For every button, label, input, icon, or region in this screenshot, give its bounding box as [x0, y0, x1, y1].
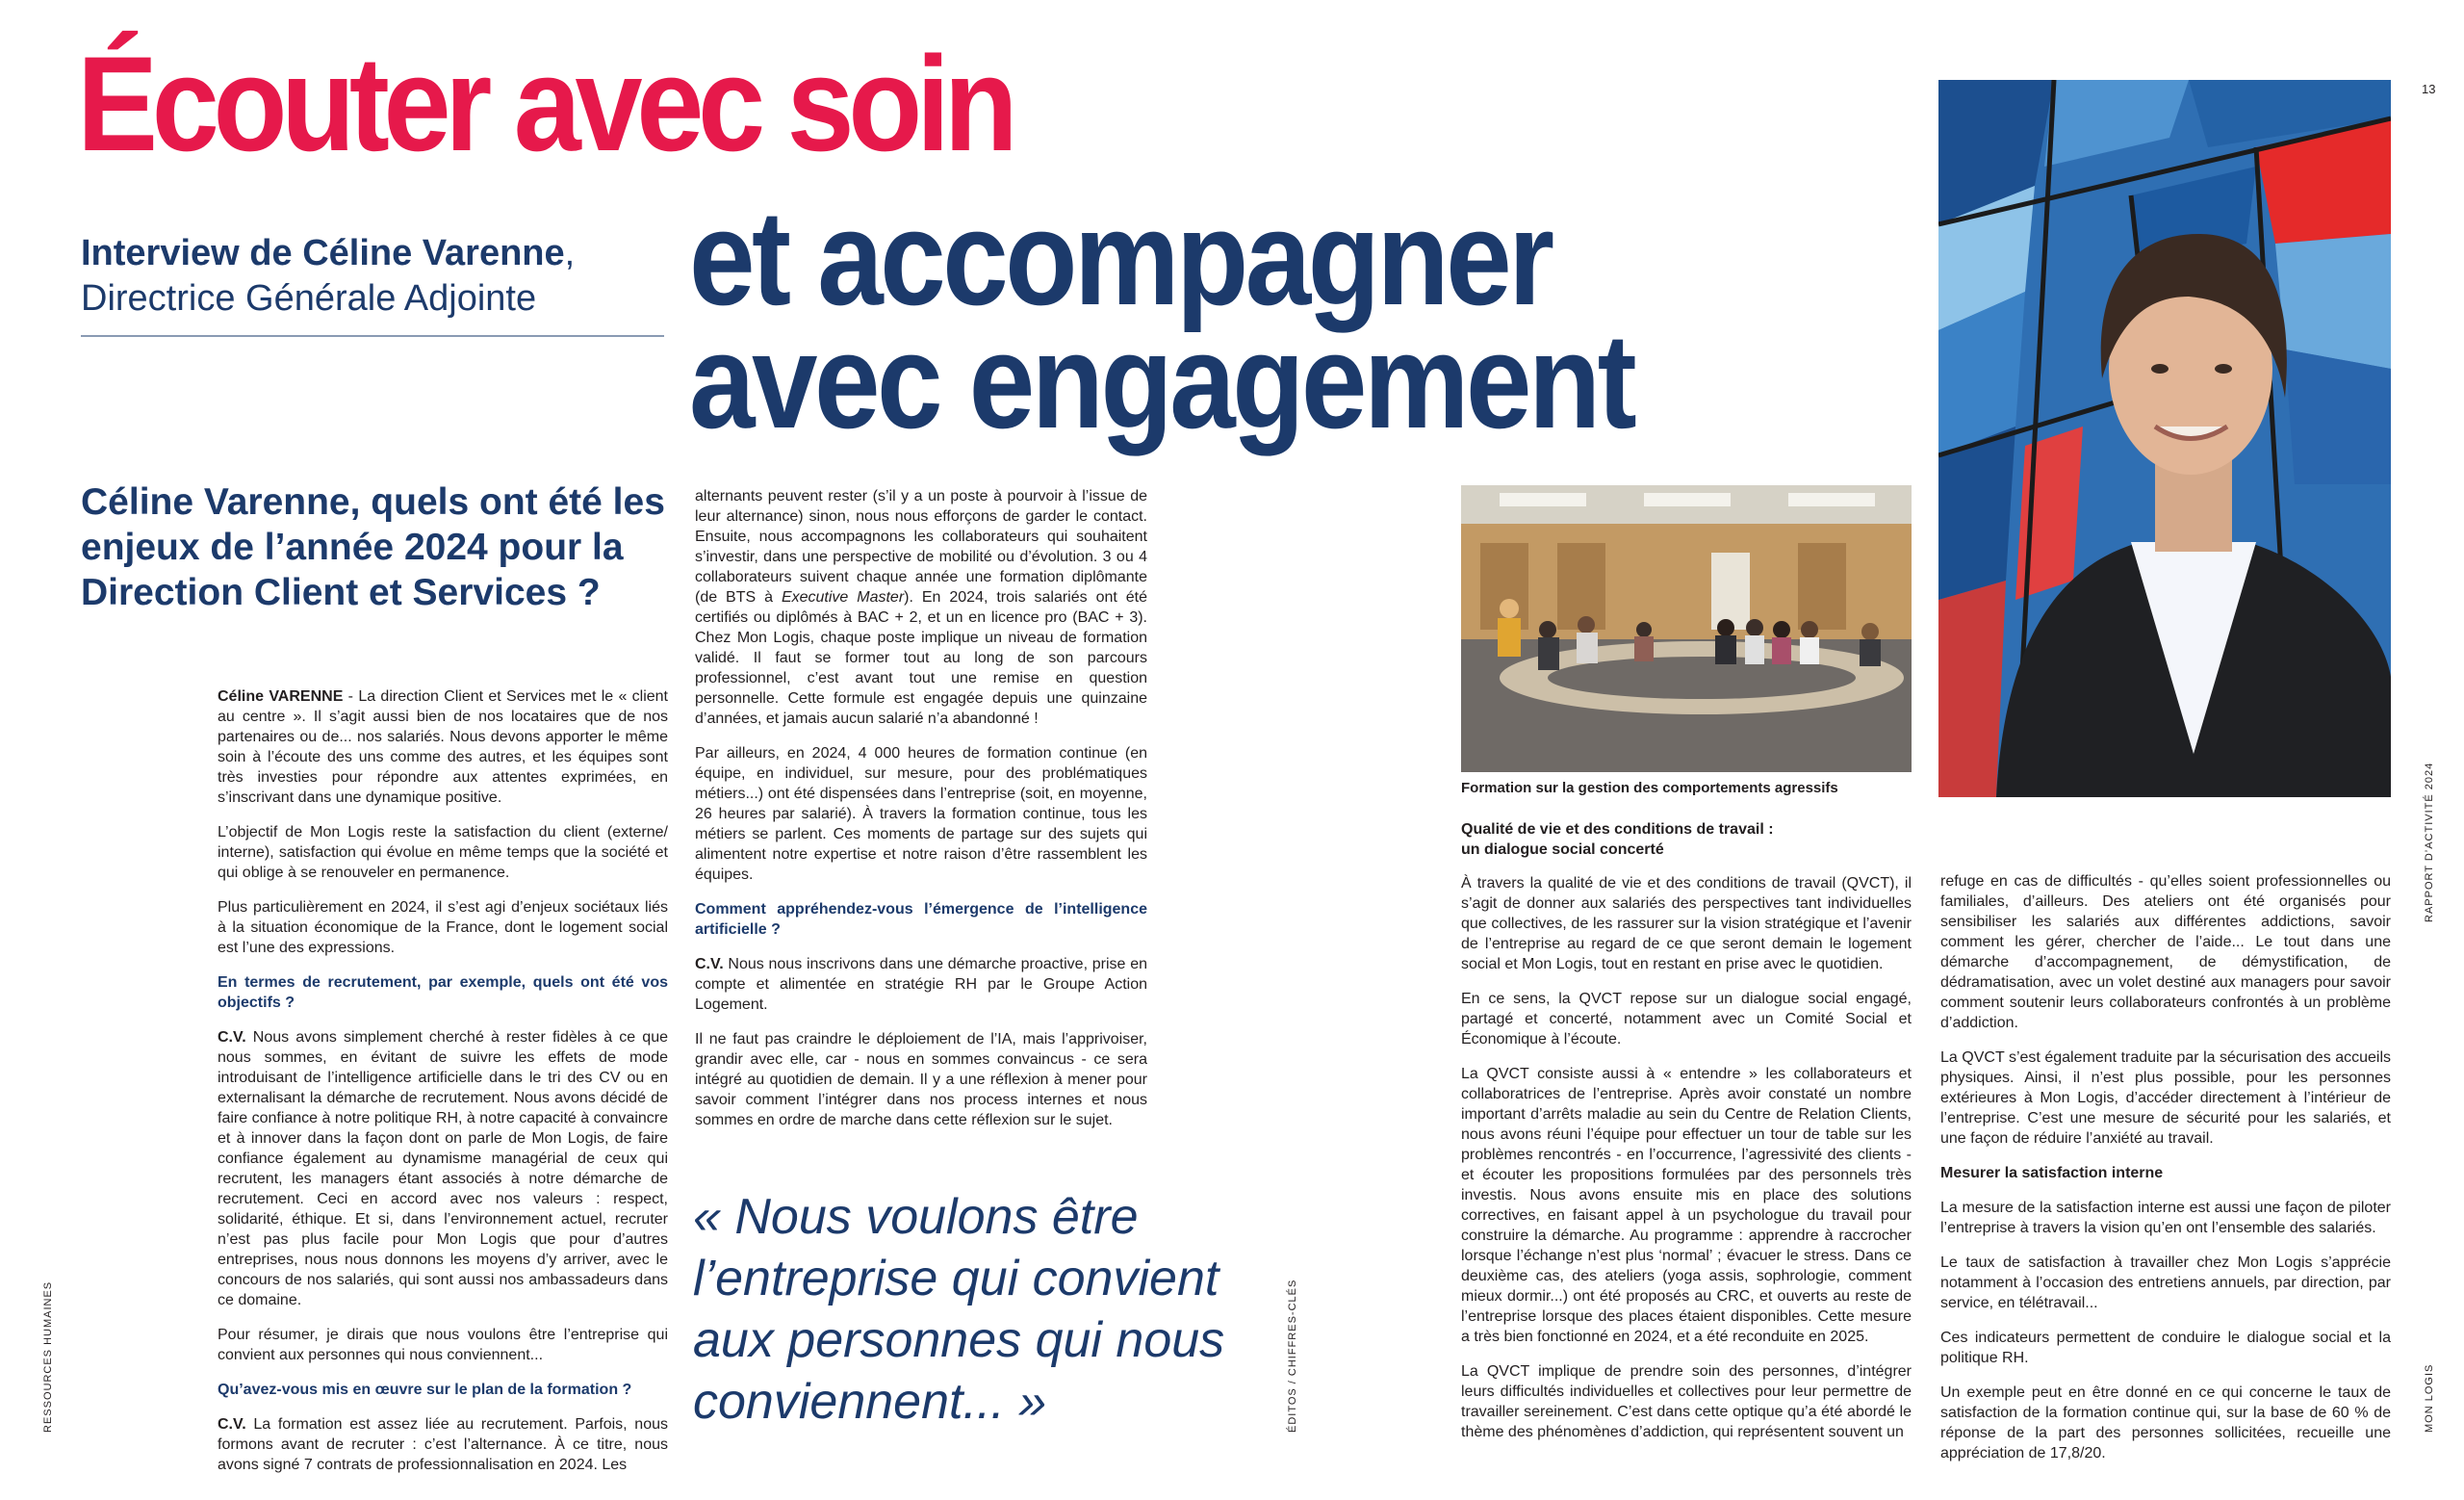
section-heading-line: un dialogue social concerté [1461, 841, 1664, 858]
paragraph: En ce sens, la QVCT repose sur un dialogue social engagé, partagé et concerté, notamment avec un Comité Social et Économique à l’écoute. [1461, 991, 1912, 1047]
paragraph-text: ). En 2024, trois salariés ont été certifiés ou diplômés à BAC + 2, et un en licence pro (BAC + 3). Chez Mon Logis, chaque poste implique un niveau de formation validé. Il faut se former tout au long de son parcours professionnel, c’est avant tout une remise en question personnelle. Cette formule est engagée depuis une quinzaine d’années, et jamais aucun salarié n’a abandonné ! [695, 589, 1147, 727]
paragraph: À travers la qualité de vie et des conditions de travail (QVCT), il s’agit de donner aux salariés des perspectives tant individuelles que collectives, de les rassurer sur la vision stratégique et l’avenir de l’entreprise au regard de ce que seront demain le logement social et Mon Logis, tout en restant en prise avec le quotidien. [1461, 875, 1912, 972]
speaker-initials: C.V. [695, 956, 724, 972]
paragraph: Ces indicateurs permettent de conduire le dialogue social et la politique RH. [1940, 1330, 2391, 1366]
interview-question: Comment appréhendez-vous l’émergence de l’intelligence artificielle ? [695, 901, 1147, 938]
section-heading-line: Qualité de vie et des conditions de travail : [1461, 821, 1774, 838]
side-label-left: RESSOURCES HUMAINES [42, 1280, 54, 1433]
paragraph: Le taux de satisfaction à travailler chez Mon Logis s’apprécie notamment à l’occasion des entretiens annuels, par direction, par service, en télétravail... [1940, 1254, 2391, 1311]
speaker-name: Céline VARENNE [218, 688, 344, 705]
paragraph-text: alternants peuvent rester (s’il y a un poste à pourvoir à l’issue de leur alternance) sinon, nous nous efforçons de garder le contact. Ensuite, nous accompagnons les collaborateurs qui souhaitent s’investir, dans une perspective de mobilité ou d’évolution. 3 ou 4 collaborateurs suivent chaque année une formation diplômante (de BTS à [695, 488, 1147, 606]
paragraph: Par ailleurs, en 2024, 4 000 heures de formation continue (en équipe, en individuel, sur mesure, pour des problématiques métiers...) ont été dispensées dans l’entreprise (soit, en moyenne, 26 heures par salarié). À travers la formation continue, tous les métiers se parlent. Ces moments de partage sur des sujets qui alimentent notre expertise et notre raison d’être rassemblent les équipes. [695, 745, 1147, 883]
interview-question: Qu’avez-vous mis en œuvre sur le plan de la formation ? [218, 1382, 632, 1398]
page-number: 13 [2422, 82, 2436, 96]
title-line-2: et accompagner [689, 182, 1552, 333]
article-column-1 [218, 686, 668, 1489]
paragraph: La QVCT implique de prendre soin des personnes, d’intégrer leurs difficultés individuelles et collectives pour leur permettre de travailler sereinement. C’est dans cette optique qu’a été abordé le thème des phénomènes d’addiction, qui représentent souvent un [1461, 1363, 1912, 1440]
side-label-right-bottom: MON LOGIS [2424, 1363, 2435, 1433]
paragraph: L’objectif de Mon Logis reste la satisfaction du client (externe/ interne), satisfaction qui évolue en même temps que la société et qui oblige à se renouveler en permanence. [218, 824, 668, 881]
paragraph [218, 686, 668, 808]
paragraph: Pour résumer, je dirais que nous voulons être l’entreprise qui convient aux personnes qui nous conviennent... [218, 1327, 668, 1363]
title-line-3: avec engagement [689, 305, 1634, 456]
meeting-photo [1461, 485, 1912, 772]
byline-comma: , [564, 233, 576, 273]
section-heading: Mesurer la satisfaction interne [1940, 1165, 2164, 1181]
question-heading: Céline Varenne, quels ont été les enjeux de l’année 2024 pour la Direction Client et Services ? [81, 481, 665, 613]
section-heading [1461, 819, 1912, 860]
emphasis: Executive Master [781, 589, 905, 606]
paragraph: La QVCT s’est également traduite par la sécurisation des accueils physiques. Ainsi, il n’est plus possible, pour les personnes extérieures à Mon Logis, d’accéder directement à l’intérieur de l’entreprise. C’est une mesure de sécurité pour les salariés, et une façon de réduire l’anxiété au travail. [1940, 1049, 2391, 1147]
pull-quote: « Nous voulons être l’entreprise qui convient aux personnes qui nous conviennent... » [693, 1189, 1225, 1430]
article-column-2 [695, 486, 1147, 1145]
paragraph: Plus particulièrement en 2024, il s’est agi d’enjeux sociétaux liés à la situation économique de la France, dont le logement social est l’une des expressions. [218, 899, 668, 956]
paragraph [218, 1027, 668, 1310]
article-column-4 [1940, 871, 2391, 1478]
byline-divider [81, 335, 664, 337]
paragraph [695, 954, 1147, 1015]
speaker-initials: C.V. [218, 1029, 246, 1046]
photo-caption: Formation sur la gestion des comportements agressifs [1461, 780, 1838, 796]
paragraph: Un exemple peut en être donné en ce qui concerne le taux de satisfaction de la formation continue qui, sur la base de 60 % de réponse de la part des personnes sollicitées, recueille une appréciation de 17,8/20. [1940, 1384, 2391, 1461]
article-column-3 [1461, 819, 1912, 1457]
paragraph: refuge en cas de difficultés - qu’elles soient professionnelles ou familiales, d’ailleurs. Des ateliers ont été organisés pour sensibiliser les salariés aux différentes addictions, savoir comment les gérer, chercher de l’aide... Le tout dans une démarche d’accompagnement, de démystification, de dédramatisation, avec un volet destiné aux managers pour savoir comment soutenir leurs collaborateurs confrontés à un problème d’addiction. [1940, 873, 2391, 1031]
paragraph-text: - La direction Client et Services met le « client au centre ». Il s’agit aussi bien de nos locataires que de nos partenaires ou de... nos salariés. Nous devons apporter le même soin à l’écoute des uns comme des autres, et les équipes sont très investies pour répondre aux attentes exprimées, en s’inscrivant dans une dynamique positive. [218, 688, 668, 806]
paragraph: Il ne faut pas craindre le déploiement de l’IA, mais l’apprivoiser, grandir avec elle, car - nous en sommes convaincus - ce sera intégré au quotidien de demain. Il y a une réflexion à mener pour savoir comment l’intégrer dans nos process internes et nous sommes en ordre de marche dans cette réflexion sur le sujet. [695, 1031, 1147, 1128]
interviewee-role: Directrice Générale Adjointe [81, 278, 537, 319]
paragraph-text: La formation est assez liée au recrutement. Parfois, nous formons avant de recruter : c’est l’alternance. À ce titre, nous avons signé 7 contrats de professionnalisation en 2024. Les [218, 1416, 668, 1473]
interview-question: En termes de recrutement, par exemple, quels ont été vos objectifs ? [218, 974, 668, 1011]
paragraph [218, 1414, 668, 1475]
interview-byline [81, 231, 678, 322]
paragraph [695, 486, 1147, 729]
paragraph: La QVCT consiste aussi à « entendre » les collaborateurs et collaboratrices de l’entreprise. Après avoir constaté un nombre important d’arrêts maladie au sein du Centre de Relation Clients, nous avons réuni l’équipe pour effectuer un tour de table sur les problèmes rencontrés - en l’occurrence, l’agressivité des clients - et écouter les propositions formulées par des personnels très investis. Nous avons ensuite mis en place des solutions correctives, en faisant appel à un psychologue du travail pour construire la démarche. Au programme : apprendre à raccrocher lorsque l’échange n’est plus ‘normal’ ; évacuer le stress. Dans ce deuxième cas, des ateliers (yoga assis, sophrologie, comment mieux dormir...) ont été proposés au CRC, et ouverts au reste de l’entreprise lorsque des places étaient disponibles. Cette mesure a très bien fonctionné en 2024, et a été reconduite en 2025. [1461, 1066, 1912, 1345]
interviewee-name: Interview de Céline Varenne [81, 233, 565, 273]
speaker-initials: C.V. [218, 1416, 246, 1433]
side-label-right-top: RAPPORT D’ACTIVITÉ 2024 [2424, 762, 2435, 922]
title-line-1: Écouter avec soin [77, 28, 1013, 179]
paragraph: La mesure de la satisfaction interne est aussi une façon de piloter l’entreprise à travers la vision qu’en ont l’ensemble des salariés. [1940, 1200, 2391, 1236]
side-label-center: ÉDITOS / CHIFFRES-CLÉS [1287, 1279, 1298, 1433]
portrait-photo [1938, 80, 2391, 797]
paragraph-text: Nous nous inscrivons dans une démarche proactive, prise en compte et alimentée en stratégie RH par le Groupe Action Logement. [695, 956, 1147, 1013]
paragraph-text: Nous avons simplement cherché à rester fidèles à ce que nous sommes, en évitant de suivre les effets de mode introduisant de l’intelligence artificielle dans le tri des CV ou en externalisant la démarche de recrutement. Nous avons décidé de faire confiance à notre politique RH, à notre capacité à convaincre et à innover dans la façon dont on parle de Mon Logis, de faire confiance également au dynamisme managérial de ceux qui recrutent, les managers étant associés à notre démarche de recrutement. Ceci en accord avec nos valeurs : respect, solidarité, éthique. Et si, dans l’environnement actuel, recruter n’est pas plus facile pour Mon Logis que pour d’autres entreprises, nous nous donnons les moyens d’y arriver, avec le concours de nos salariés, qui sont aussi nos ambassadeurs dans ce domaine. [218, 1029, 668, 1308]
